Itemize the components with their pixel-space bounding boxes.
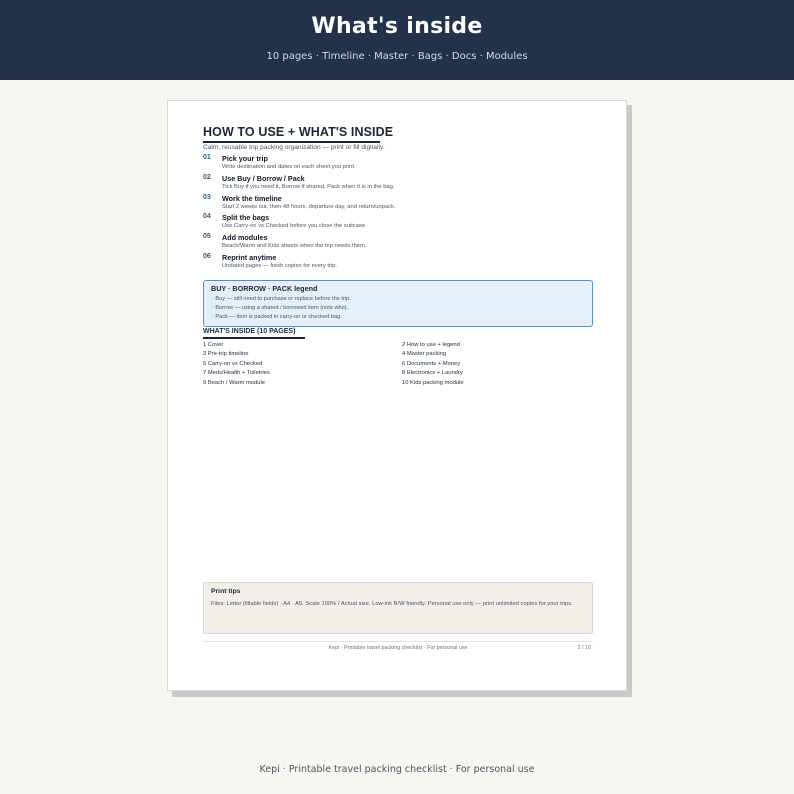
banner-title: What's inside	[311, 14, 483, 39]
contents-item: 8 Electronics + Laundry	[402, 370, 463, 376]
step-title: Work the timeline	[222, 194, 282, 203]
print-tips-box	[203, 582, 593, 634]
contents-item: 3 Pre-trip timeline	[203, 351, 249, 357]
legend-line-pack: · Pack — item is packed in carry-on or checked bag.	[212, 314, 342, 320]
step-number: 04	[203, 213, 211, 220]
step-number: 06	[203, 253, 211, 260]
step-number: 01	[203, 154, 211, 161]
contents-item: 1 Cover	[203, 342, 224, 348]
page-number: 2 / 10	[577, 645, 591, 651]
footer-divider	[203, 641, 593, 642]
legend-line-buy: · Buy — still need to purchase or replace before the trip.	[212, 296, 351, 302]
contents-item: 10 Kids packing module	[402, 380, 464, 386]
whats-inside-heading: WHAT'S INSIDE (10 PAGES)	[203, 328, 296, 335]
page-preview	[167, 100, 627, 691]
page-title: HOW TO USE + WHAT'S INSIDE	[203, 125, 394, 139]
header-banner	[0, 0, 794, 80]
step-title: Reprint anytime	[222, 253, 277, 262]
contents-item: 9 Beach / Warm module	[203, 380, 265, 386]
buy-borrow-pack-legend	[203, 280, 593, 327]
contents-item: 2 How to use + legend	[402, 342, 460, 348]
title-underline	[203, 141, 380, 143]
contents-item: 6 Documents + Money	[402, 361, 461, 367]
bottom-caption: Kepi · Printable travel packing checklist · For personal use	[259, 764, 535, 775]
step-number: 05	[203, 233, 211, 240]
page-subtitle: Calm, reusable trip packing organization — print or fill digitally.	[203, 144, 385, 151]
step-description: Undated pages — fresh copies for every trip.	[222, 263, 338, 269]
step-number: 03	[203, 194, 211, 201]
contents-item: 5 Carry-on vs Checked	[203, 361, 263, 367]
step-description: Use Carry-on vs Checked before you close the suitcase.	[222, 223, 367, 229]
banner-subtitle: 10 pages · Timeline · Master · Bags · Docs · Modules	[266, 51, 528, 62]
step-title: Pick your trip	[222, 154, 268, 163]
contents-item: 7 Meds/Health + Toiletries	[203, 370, 270, 376]
whats-inside-underline	[203, 337, 305, 339]
step-description: Tick Buy if you need it, Borrow if shared, Pack when it is in the bag.	[222, 184, 395, 190]
step-title: Use Buy / Borrow / Pack	[222, 174, 305, 183]
step-title: Add modules	[222, 233, 268, 242]
print-tips-text: Files: Letter (fillable fields) · A4 · A5. Scale 100% / Actual size. Low-ink B/W friendly. Personal use only — print unlimited copies for your trips.	[211, 601, 573, 607]
legend-title: BUY · BORROW · PACK legend	[211, 284, 318, 293]
step-description: Beach/Warm and Kids sheets when the trip needs them.	[222, 243, 367, 249]
step-number: 02	[203, 174, 211, 181]
print-tips-title: Print tips	[211, 588, 241, 595]
step-description: Start 2 weeks out, then 48 hours, departure day, and return/unpack.	[222, 204, 396, 210]
step-title: Split the bags	[222, 213, 270, 222]
legend-line-borrow: · Borrow — using a shared / borrowed item (note who).	[212, 305, 349, 311]
page-footer: Kepi · Printable travel packing checklist · For personal use	[328, 645, 468, 651]
step-description: Write destination and dates on each sheet you print.	[222, 164, 356, 170]
contents-item: 4 Master packing	[402, 351, 447, 357]
